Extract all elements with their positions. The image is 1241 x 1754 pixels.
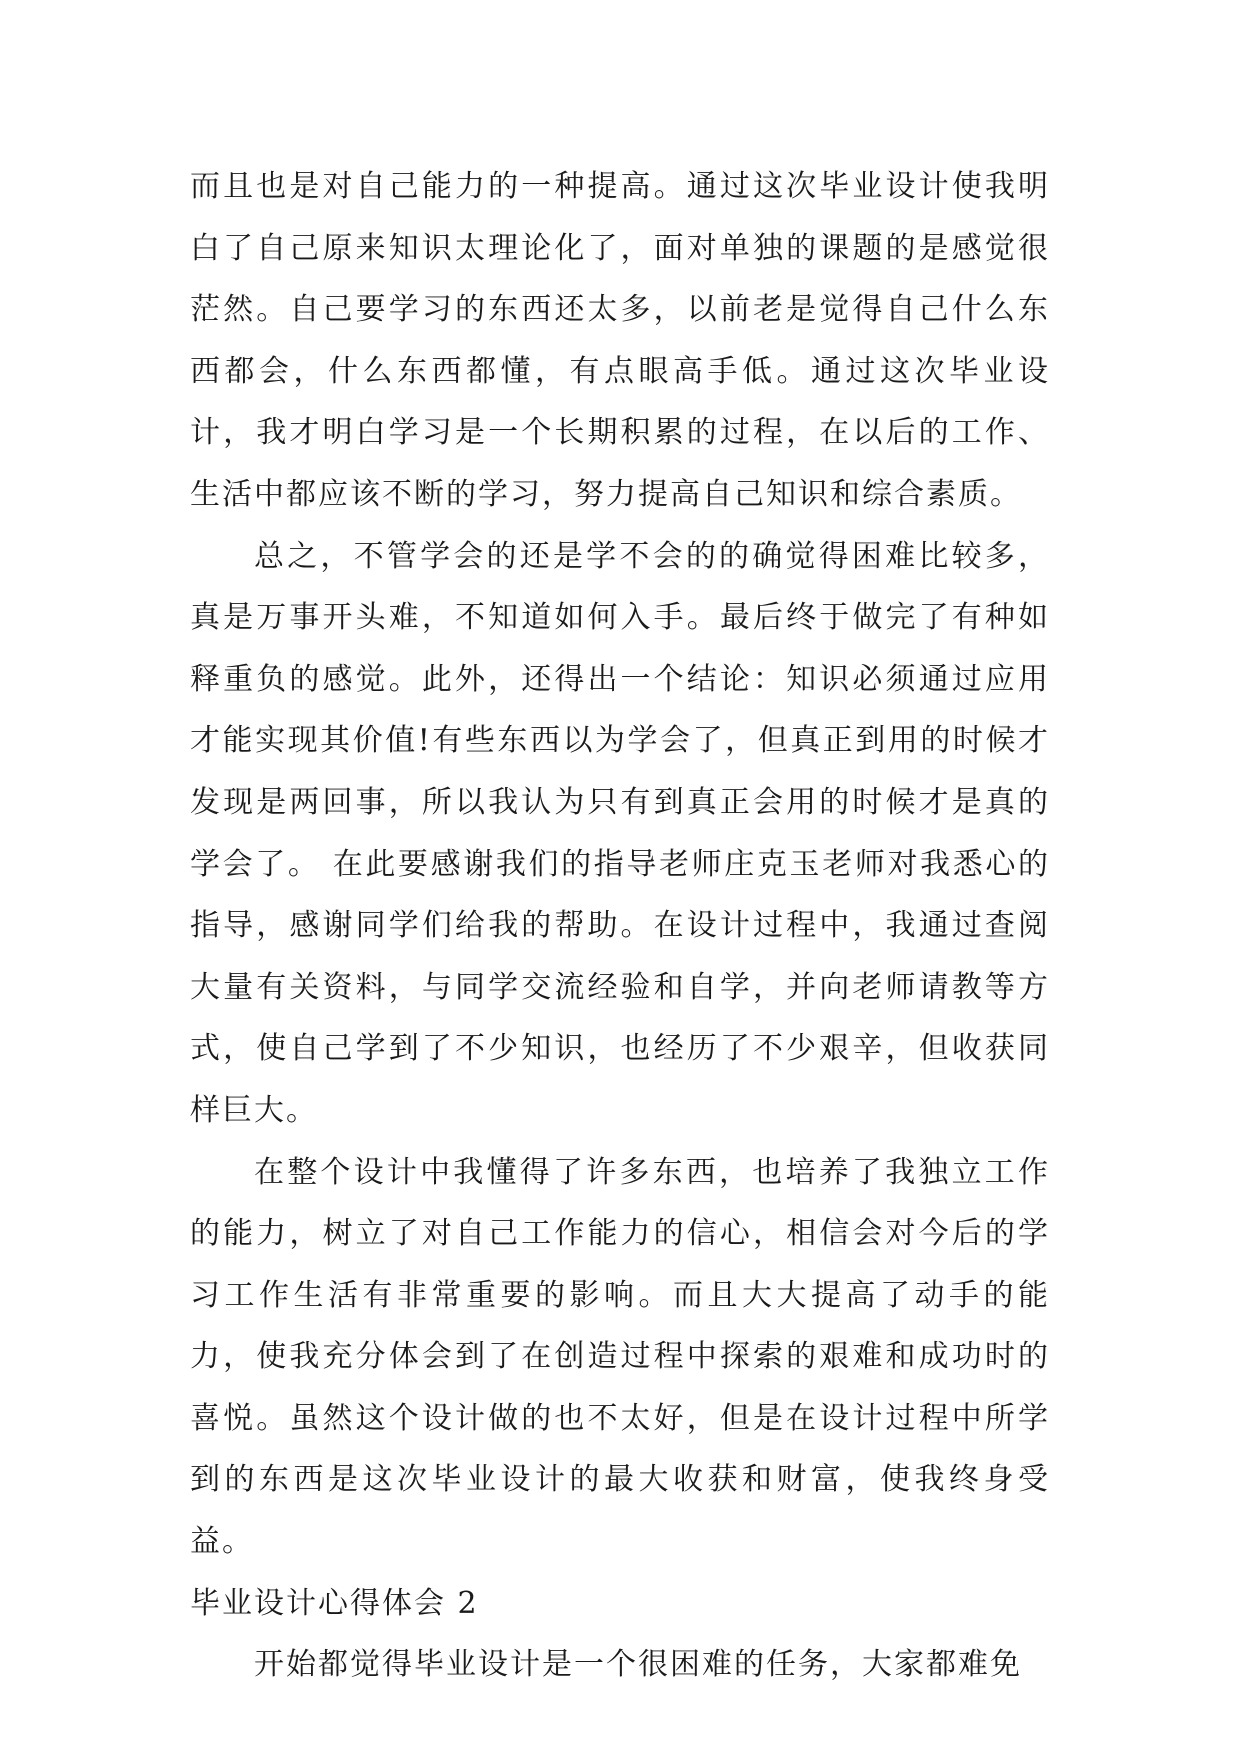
paragraph-1: 而且也是对自己能力的一种提高。通过这次毕业设计使我明白了自己原来知识太理论化了，面对单独的课题的是感觉很茫然。自己要学习的东西还太多，以前老是觉得自己什么东西都会，什么东西都懂，有点眼高手低。通过这次毕业设计，我才明白学习是一个长期积累的过程，在以后的工作、生活中都应该不断的学习，努力提高自己知识和综合素质。 (190, 169, 1050, 512)
paragraph-3: 在整个设计中我懂得了许多东西，也培养了我独立工作的能力，树立了对自己工作能力的信心，相信会对今后的学习工作生活有非常重要的影响。而且大大提高了动手的能力，使我充分体会到了在创造过程中探索的艰难和成功时的喜悦。虽然这个设计做的也不太好，但是在设计过程中所学到的东西是这次毕业设计的最大收获和财富，使我终身受益。 (190, 1154, 1050, 1560)
section-heading: 毕业设计心得体会 2 (190, 1585, 479, 1621)
section-paragraph: 开始都觉得毕业设计是一个很困难的任务，大家都难免 (254, 1647, 1022, 1683)
paragraph-2: 总之，不管学会的还是学不会的的确觉得困难比较多，真是万事开头难，不知道如何入手。最后终于做完了有种如释重负的感觉。此外，还得出一个结论：知识必须通过应用才能实现其价值!有些东西以为学会了，但真正到用的时候才发现是两回事，所以我认为只有到真正会用的时候才是真的学会了。 在此要感谢我们的指导老师庄克玉老师对我悉心的指导，感谢同学们给我的帮助。在设计过程中，我通过查阅大量有关资料，与同学交流经验和自学，并向老师请教等方式，使自己学到了不少知识，也经历了不少艰辛，但收获同样巨大。 (190, 538, 1050, 1128)
document-body (190, 156, 1050, 1696)
